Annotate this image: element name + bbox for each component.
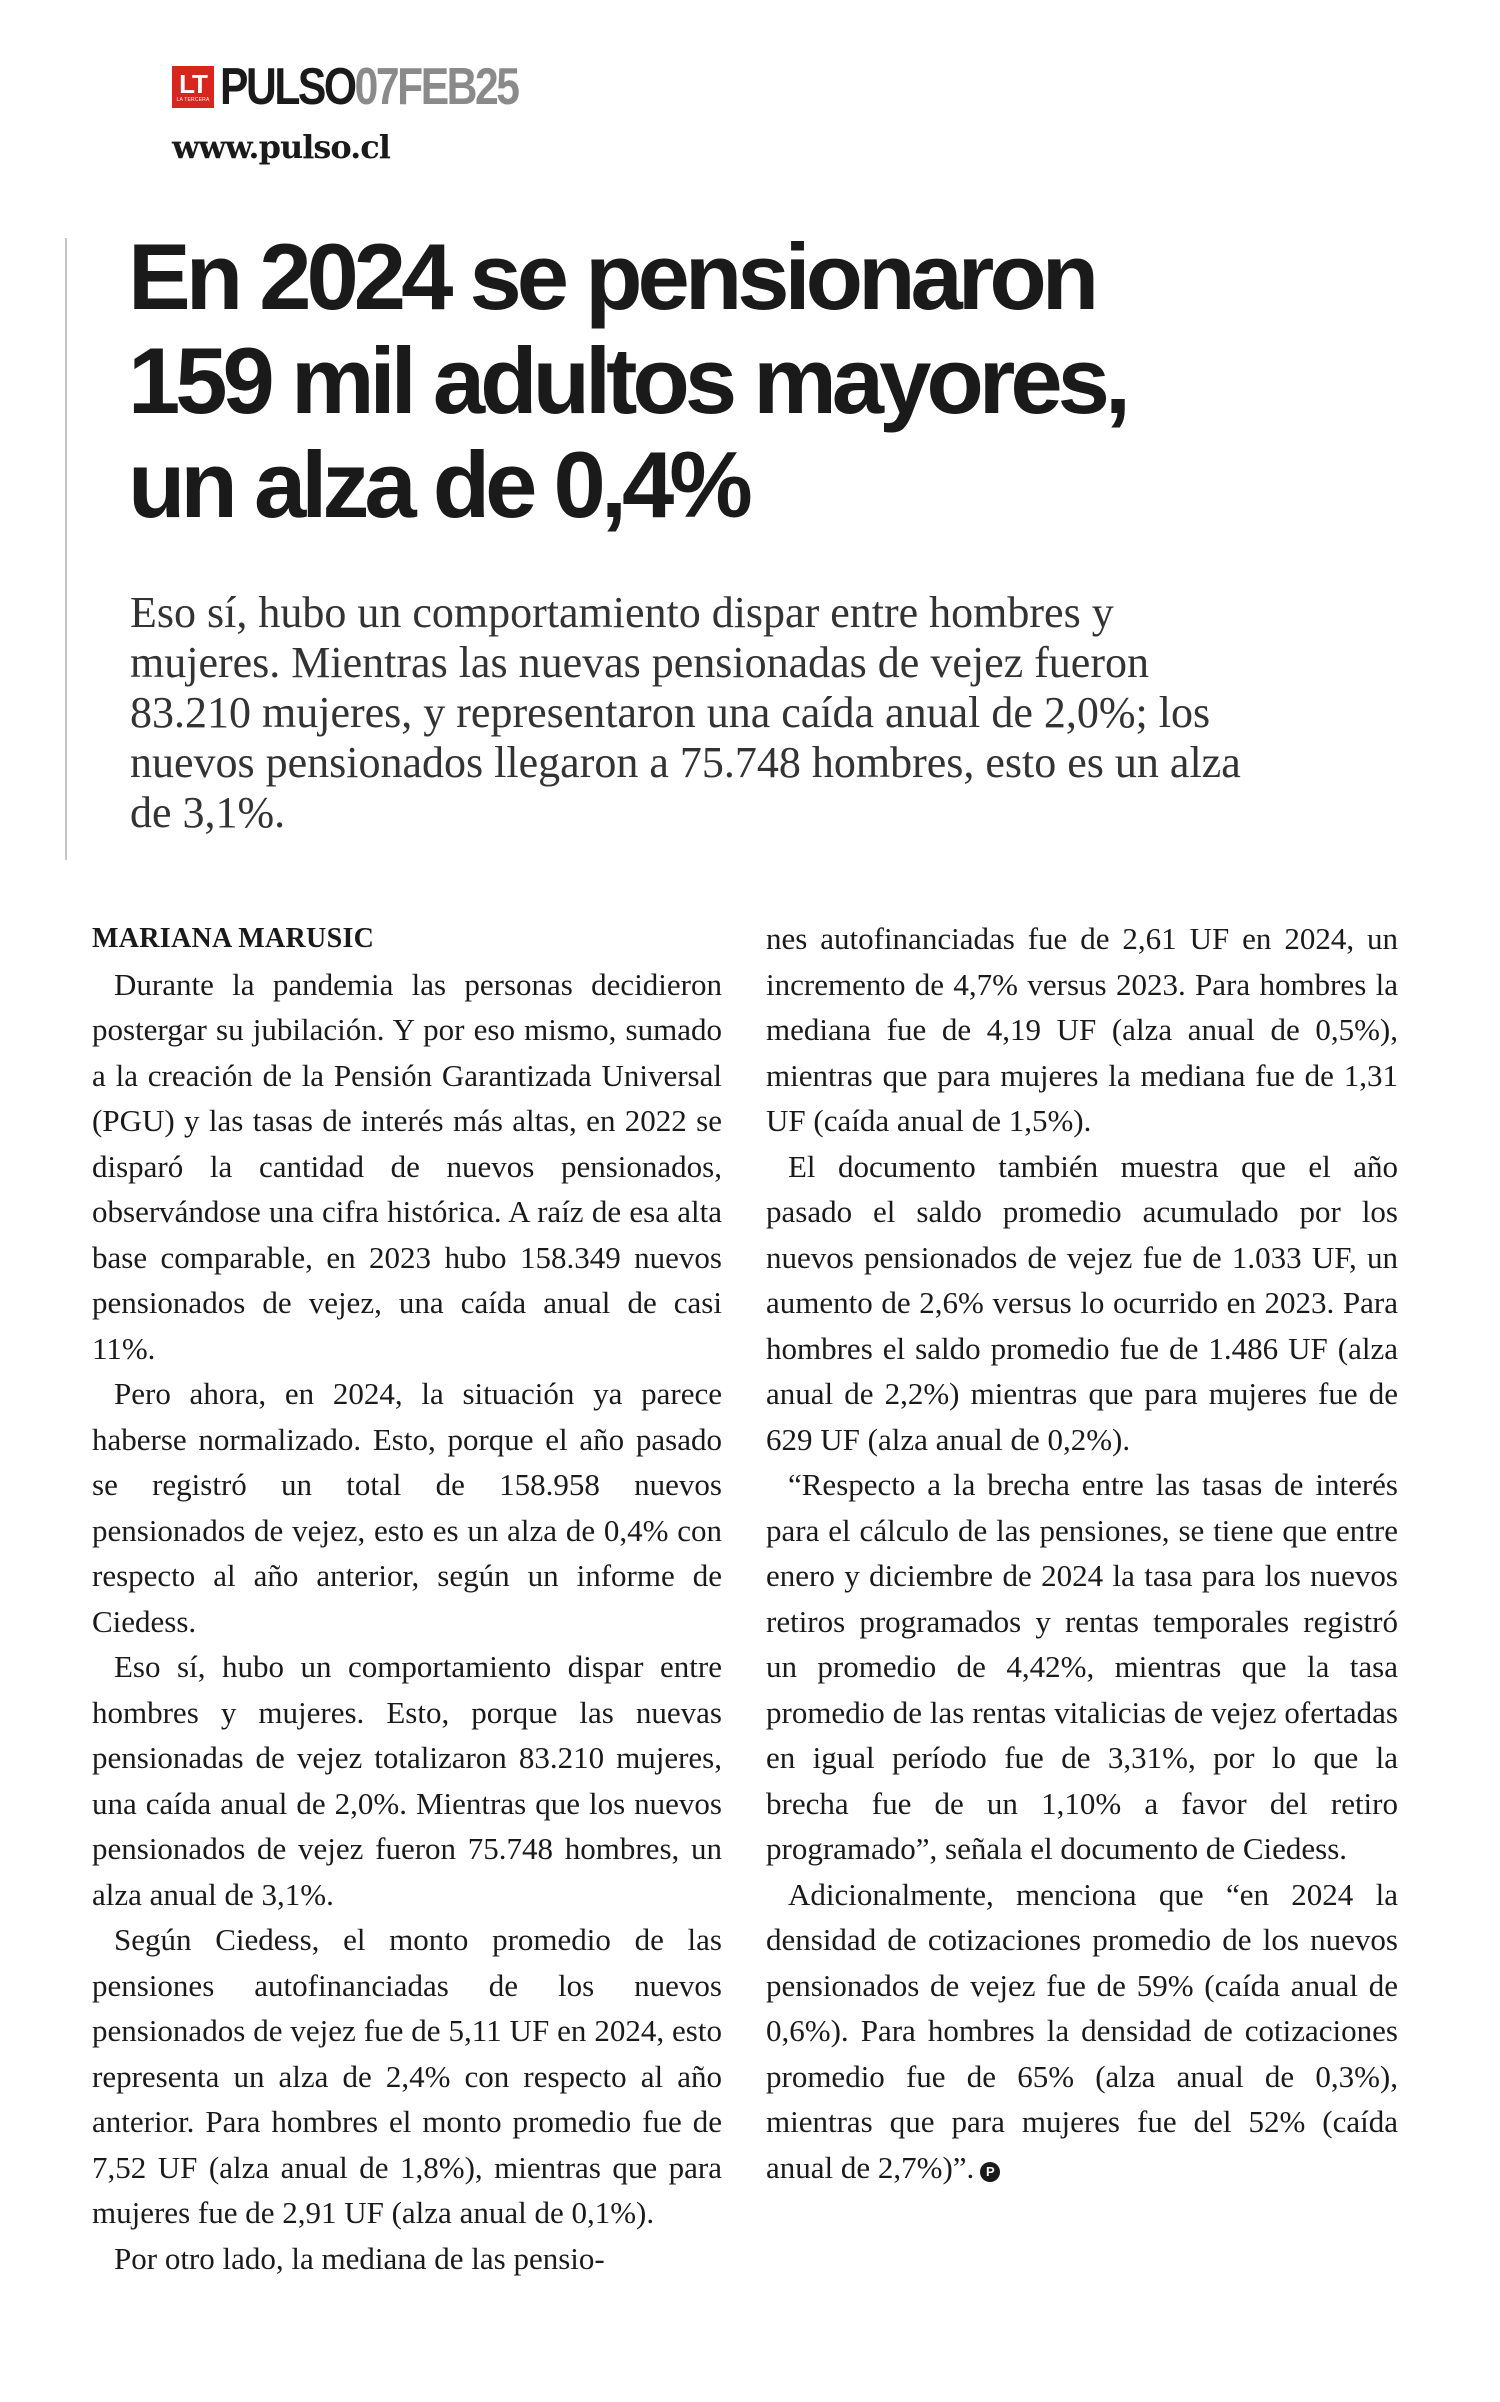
article-column-right — [766, 916, 1398, 2190]
la-tercera-logo — [172, 66, 214, 108]
website-url: www.pulso.cl — [172, 128, 390, 166]
lede-vertical-rule — [65, 238, 67, 860]
body-paragraph — [766, 1872, 1398, 2191]
body-paragraph-continued: nes autofinanciadas fue de 2,61 UF en 2024, un incremento de 4,7% versus 2023. Para hombres la mediana fue de 4,19 UF (alza anual de 0,5%), mientras que para mujeres la mediana fue de 1,31 UF (caída anual de 1,5%). — [766, 921, 1398, 1138]
headline-line: un alza de 0,4% — [128, 432, 748, 537]
final-paragraph-text: Adicionalmente, menciona que “en 2024 la densidad de cotizaciones promedio de los nuevos pensionados de vejez fue de 59% (caída anual de 0,6%). Para hombres la densidad de cotizaciones promedio fue de 65% (alza anual de 0,3%), mientras que para mujeres fue del 52% (caída anual de 2,7%)”. — [766, 1876, 1398, 2185]
headline — [128, 225, 1278, 537]
edition-date: 07FEB25 — [354, 58, 518, 116]
headline-line: En 2024 se pensionaron — [128, 224, 1095, 329]
body-paragraph: El documento también muestra que el año pasado el saldo promedio acumulado por los nuevos pensionados de vejez fue de 1.033 UF, un aumento de 2,6% versus lo ocurrido en 2023. Para hombres el saldo promedio fue de 1.486 UF (alza anual de 2,2%) mientras que para mujeres fue de 629 UF (alza anual de 0,2%). — [766, 1148, 1398, 1457]
body-paragraph: Por otro lado, la mediana de las pensio- — [114, 2240, 605, 2276]
headline-line: 159 mil adultos mayores, — [128, 328, 1127, 433]
end-of-article-icon: P — [980, 2162, 1000, 2182]
deck-summary: Eso sí, hubo un comportamiento dispar entre hombres y mujeres. Mientras las nuevas pensionadas de vejez fueron 83.210 mujeres, y representaron una caída anual de 2,0%; los nuevos pensionados llegaron a 75.748 hombres, esto es un alza de 3,1%. — [130, 588, 1241, 837]
article-column-left — [92, 916, 722, 2281]
brand-line — [220, 58, 518, 116]
body-paragraph: Según Ciedess, el monto promedio de las pensiones autofinanciadas de los nuevos pensionados de vejez fue de 5,11 UF en 2024, esto representa un alza de 2,4% con respecto al año anterior. Para hombres el monto promedio fue de 7,52 UF (alza anual de 1,8%), mientras que para mujeres fue de 2,91 UF (alza anual de 0,1%). — [92, 1922, 722, 2230]
logo-subtitle: LA TERCERA — [176, 97, 210, 103]
body-paragraph: Durante la pandemia las personas decidieron postergar su jubilación. Y por eso mismo, sumado a la creación de la Pensión Garantizada Universal (PGU) y las tasas de interés más altas, en 2022 se disparó la cantidad de nuevos pensionados, observándose una cifra histórica. A raíz de esa alta base comparable, en 2023 hubo 158.349 nuevos pensionados de vejez, una caída anual de casi 11%. — [92, 966, 722, 1366]
body-paragraph: “Respecto a la brecha entre las tasas de interés para el cálculo de las pensiones, se tiene que entre enero y diciembre de 2024 la tasa para los nuevos retiros programados y rentas temporales registró un promedio de 4,42%, mientras que la tasa promedio de las rentas vitalicias de vejez ofertadas en igual período fue de 3,31%, por lo que la brecha fue de un 1,10% a favor del retiro programado”, señala el documento de Ciedess. — [766, 1467, 1398, 1866]
brand-name: PULSO — [220, 58, 355, 116]
byline: MARIANA MARUSIC — [92, 923, 375, 954]
body-paragraph: Eso sí, hubo un comportamiento dispar entre hombres y mujeres. Esto, porque las nuevas pensionadas de vejez totalizaron 83.210 mujeres, una caída anual de 2,0%. Mientras que los nuevos pensionados de vejez fueron 75.748 hombres, un alza anual de 3,1%. — [92, 1649, 722, 1912]
body-paragraph: Pero ahora, en 2024, la situación ya parece haberse normalizado. Esto, porque el año pasado se registró un total de 158.958 nuevos pensionados de vejez, esto es un alza de 0,4% con respecto al año anterior, según un informe de Ciedess. — [92, 1376, 722, 1639]
masthead — [172, 58, 583, 116]
logo-letters: LT — [179, 69, 207, 99]
